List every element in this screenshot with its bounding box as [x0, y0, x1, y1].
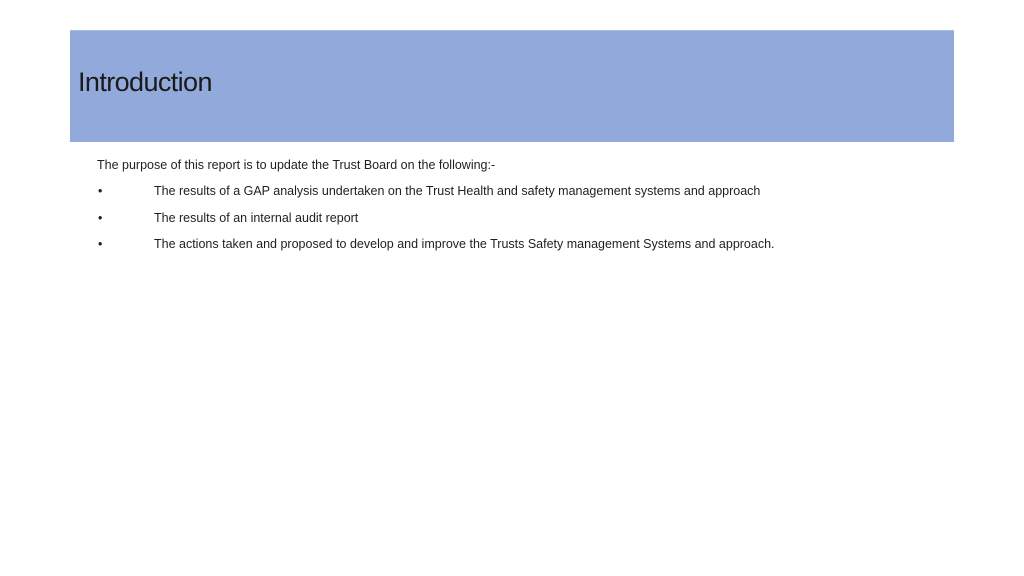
- bullet-item-internal-audit: [97, 210, 957, 226]
- bullet-icon: •: [98, 210, 103, 225]
- bullet-icon: •: [98, 237, 103, 251]
- slide-title: Introduction: [78, 67, 212, 97]
- title-band: [70, 30, 954, 142]
- bullet-item-gap-analysis: [97, 183, 957, 199]
- bullet-text: The results of an internal audit report: [154, 210, 359, 225]
- bullet-text: The results of a GAP analysis undertaken on the Trust Health and safety management systems and approach: [154, 184, 761, 198]
- bullet-text: The actions taken and proposed to develop and improve the Trusts Safety management Systems and approach.: [154, 237, 775, 251]
- bullet-item-actions: [97, 236, 957, 252]
- intro-paragraph: The purpose of this report is to update the Trust Board on the following:-: [97, 158, 496, 172]
- bullet-icon: •: [98, 184, 103, 198]
- slide-body: [97, 157, 957, 263]
